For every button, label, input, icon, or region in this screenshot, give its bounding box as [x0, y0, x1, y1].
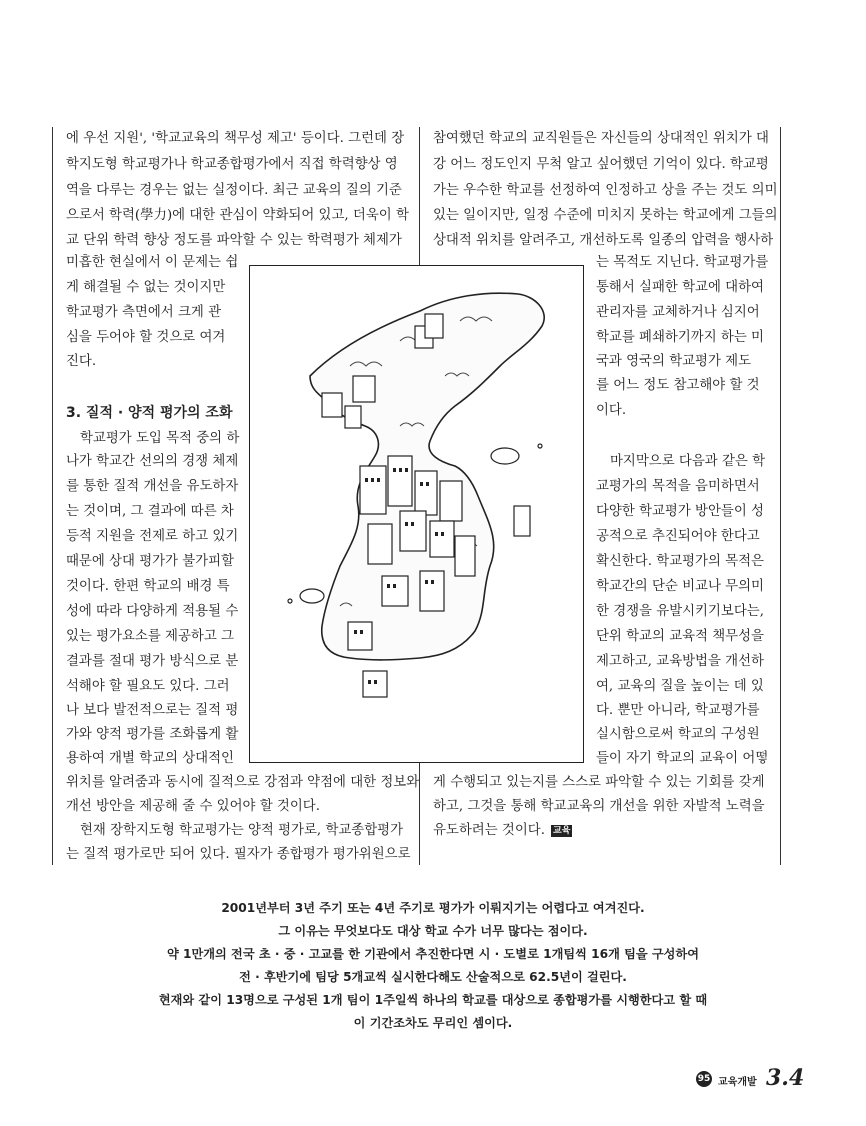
- text-line: 하고, 그것을 통해 학교교육의 개선을 위한 자발적 노력을: [433, 799, 765, 814]
- text-line: 석해야 할 필요도 있다. 그러: [66, 679, 230, 694]
- section-heading: 3. 질적 · 양적 평가의 조화: [66, 405, 233, 421]
- text-line: [433, 819, 572, 843]
- text-line: 학교평가 측면에서 크게 관: [66, 305, 222, 320]
- text-line: 등적 지원을 전제로 하고 있기: [66, 529, 239, 544]
- text-line: 는 것이며, 그 결과에 따른 차: [66, 504, 234, 519]
- text-line: 상대적 위치를 알려주고, 개선하도록 일종의 압력을 행사하: [433, 233, 774, 248]
- column-rule-right: [780, 127, 781, 865]
- text-line: 개선 방안을 제공해 줄 수 있어야 할 것이다.: [66, 799, 320, 814]
- text-line: 실시함으로써 학교의 구성원: [596, 727, 760, 742]
- text-line: 는 목적도 지닌다. 학교평가를: [596, 255, 769, 270]
- text-line: 다양한 학교평가 방안들이 성: [596, 504, 764, 519]
- text-line: 진다.: [66, 354, 97, 369]
- text-span: 유도하려는 것이다.: [433, 823, 545, 838]
- caption-line: 이 기간조차도 무리인 셈이다.: [353, 1016, 513, 1030]
- text-line: 여, 교육의 질을 높이는 데 있: [596, 679, 764, 694]
- issue-number: 3.4: [766, 1065, 805, 1091]
- text-line: 는 질적 평가로만 되어 있다. 필자가 종합평가 평가위원으로: [66, 847, 411, 862]
- text-line: 학교간의 단순 비교나 무의미: [596, 579, 764, 594]
- text-line: 나가 학교간 선의의 경쟁 체제: [66, 454, 239, 469]
- caption-line: 그 이유는 무엇보다도 대상 학교 수가 너무 많다는 점이다.: [278, 924, 588, 938]
- text-line: 성에 따라 다양하게 적용될 수: [66, 604, 239, 619]
- text-line: 확신한다. 학교평가의 목적은: [596, 554, 764, 569]
- text-line: 국과 영국의 학교평가 제도: [596, 354, 752, 369]
- text-line: 으로서 학력(學力)에 대한 관심이 약화되어 있고, 더욱이 학: [66, 208, 409, 223]
- text-line: 에 우선 지원', '학교교육의 책무성 제고' 등이다. 그런데 장: [66, 131, 405, 146]
- text-line: 학교를 폐쇄하기까지 하는 미: [596, 330, 764, 345]
- text-line: 현재 장학지도형 학교평가는 양적 평가로, 학교종합평가: [80, 823, 404, 838]
- magazine-name: 교육개발: [718, 1077, 757, 1088]
- text-line: 단위 학교의 교육적 책무성을: [596, 629, 764, 644]
- page-number: 95: [696, 1071, 712, 1087]
- text-line: 게 수행되고 있는지를 스스로 파악할 수 있는 기회를 갖게: [433, 775, 765, 790]
- text-line: 강 어느 정도인지 무척 알고 싶어했던 기억이 있다. 학교평: [433, 157, 769, 172]
- text-line: 것이다. 한편 학교의 배경 특: [66, 579, 230, 594]
- text-line: 들이 자기 학교의 교육이 어떻: [596, 751, 769, 766]
- text-line: 이다.: [596, 403, 627, 418]
- caption-line: 2001년부터 3년 주기 또는 4년 주기로 평가가 이뤄지기는 어렵다고 여겨진다.: [221, 901, 645, 915]
- text-line: 학교평가 도입 목적 중의 하: [80, 431, 240, 446]
- text-line: 미흡한 현실에서 이 문제는 쉽: [66, 255, 239, 270]
- text-line: 때문에 상대 평가가 불가피할: [66, 554, 234, 569]
- text-line: 위치를 알려줌과 동시에 질적으로 강점과 약점에 대한 정보와: [66, 775, 420, 790]
- text-line: 를 어느 정도 참고해야 할 것: [596, 378, 760, 393]
- text-line: 심을 두어야 할 것으로 여겨: [66, 330, 226, 345]
- column-rule-left: [52, 127, 53, 865]
- text-line: 를 통한 질적 개선을 유도하자: [66, 479, 239, 494]
- text-line: 있는 평가요소를 제공하고 그: [66, 629, 234, 644]
- text-line: 있는 일이지만, 일정 수준에 미치지 못하는 학교에게 그들의: [433, 208, 778, 223]
- text-line: 마지막으로 다음과 같은 학: [610, 454, 766, 469]
- text-line: 관리자를 교체하거나 심지어: [596, 305, 760, 320]
- illustration-frame: [249, 265, 584, 763]
- text-line: 공적으로 추진되어야 한다고: [596, 529, 760, 544]
- text-line: 가는 우수한 학교를 선정하여 인정하고 상을 주는 것도 의미: [433, 183, 778, 198]
- text-line: 교 단위 학력 향상 정도를 파악할 수 있는 학력평가 체제가: [66, 233, 402, 248]
- text-line: 게 해결될 수 없는 것이지만: [66, 280, 226, 295]
- text-line: 한 경쟁을 유발시키기보다는,: [596, 604, 764, 619]
- text-line: 통해서 실패한 학교에 대하여: [596, 280, 764, 295]
- text-line: 참여했던 학교의 교직원들은 자신들의 상대적인 위치가 대: [433, 131, 769, 146]
- text-line: 제고하고, 교육방법을 개선하: [596, 654, 764, 669]
- end-mark-icon: 교육: [553, 825, 571, 836]
- caption-line: 전 · 후반기에 팀당 5개교씩 실시한다해도 산술적으로 62.5년이 걸린다.: [239, 970, 627, 984]
- caption-line: 현재와 같이 13명으로 구성된 1개 팀이 1주일씩 하나의 학교를 대상으로 종합평가를 시행한다고 할 때: [158, 993, 708, 1007]
- text-line: 다. 뿐만 아니라, 학교평가를: [596, 703, 760, 718]
- text-line: 학지도형 학교평가나 학교종합평가에서 직접 학력향상 영: [66, 157, 398, 172]
- text-line: 나 보다 발전적으로는 질적 평: [66, 703, 239, 718]
- korea-map-illustration: [250, 266, 583, 762]
- text-line: 가와 양적 평가를 조화롭게 활: [66, 727, 239, 742]
- caption-line: 약 1만개의 전국 초 · 중 · 고교를 한 기관에서 추진한다면 시 · 도별로 1개팀씩 16개 팀을 구성하여: [167, 947, 699, 961]
- text-line: 용하여 개별 학교의 상대적인: [66, 751, 234, 766]
- text-line: 결과를 절대 평가 방식으로 분: [66, 654, 239, 669]
- text-line: 역을 다루는 경우는 없는 실정이다. 최근 교육의 질의 기준: [66, 183, 402, 198]
- text-line: 교평가의 목적을 음미하면서: [596, 479, 760, 494]
